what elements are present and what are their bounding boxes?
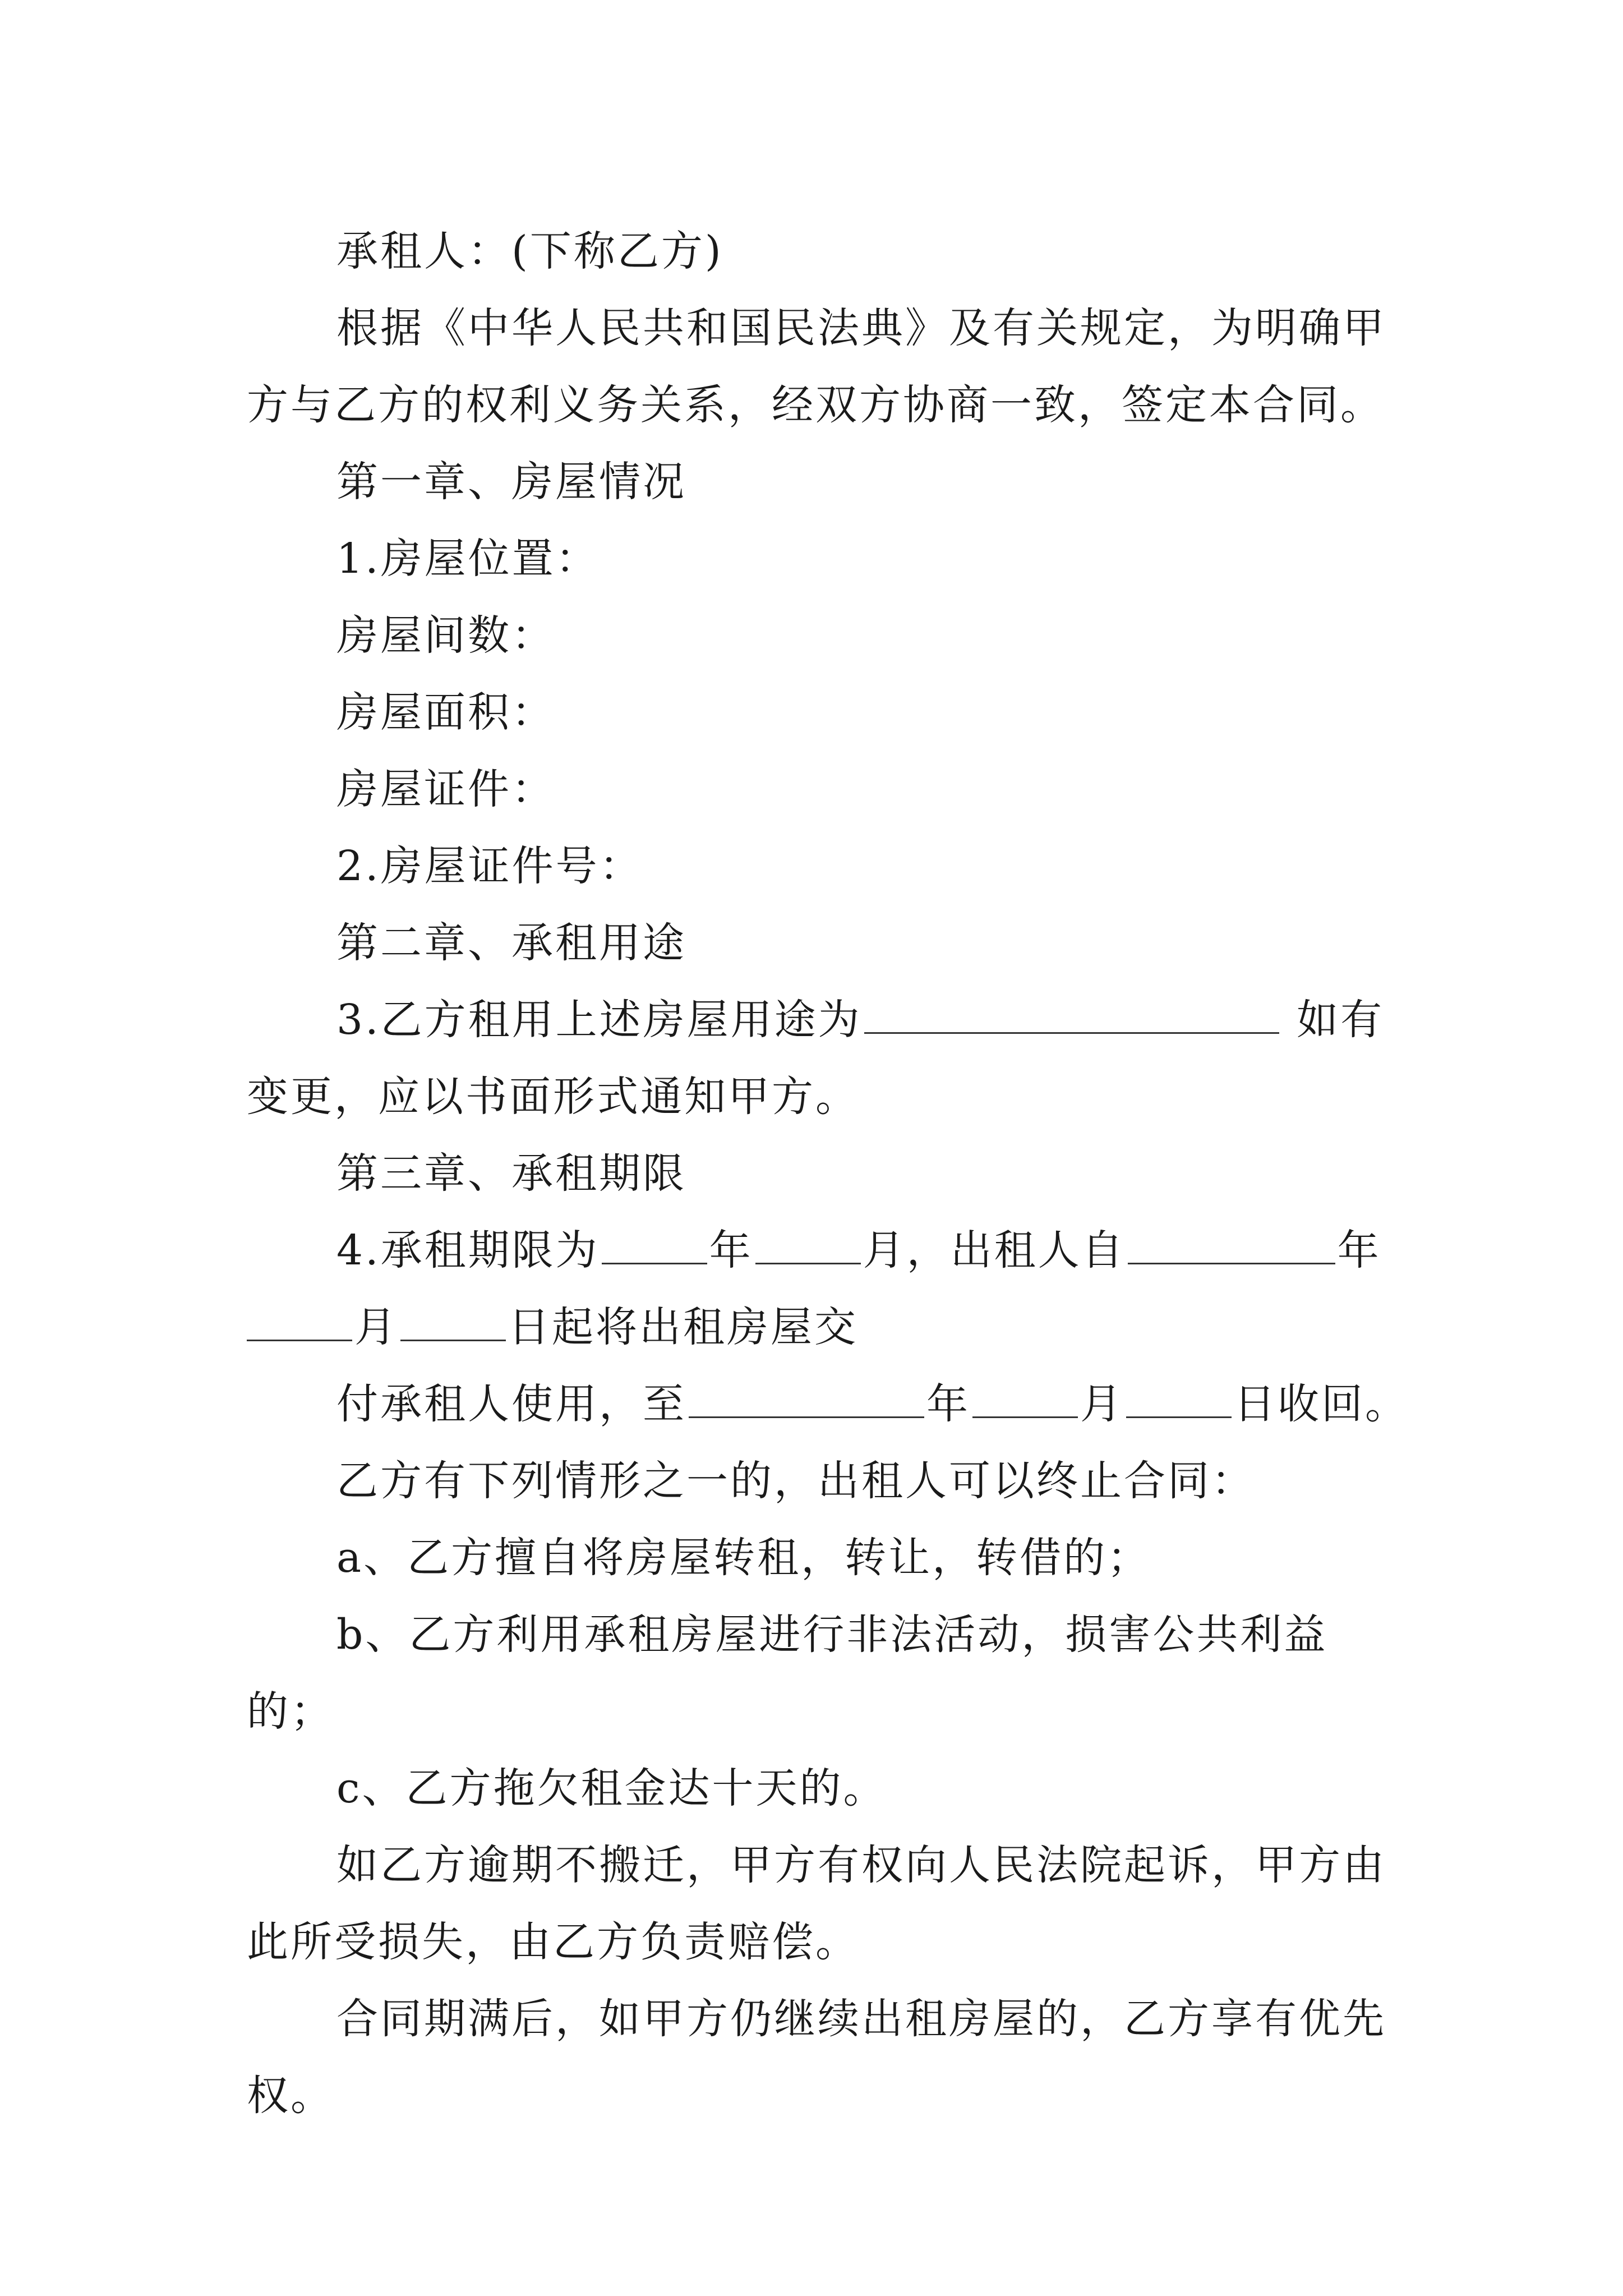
intro-paragraph: 根据《中华人民共和国民法典》及有关规定，为明确甲方与乙方的权利义务关系，经双方协商一致，签定本合同。: [247, 304, 1386, 429]
chapter-2-heading: 第二章、承租用途: [336, 919, 686, 967]
house-area: 房屋面积：: [336, 688, 555, 737]
house-certificate-number: 2.房屋证件号：: [336, 842, 643, 890]
chapter-1-heading: 第一章、房屋情况: [336, 458, 686, 506]
priority-clause: 合同期满后，如甲方仍继续出租房屋的，乙方享有优先权。: [247, 1995, 1386, 2120]
termination-a: a、乙方擅自将房屋转租，转让，转借的；: [336, 1534, 1151, 1582]
house-certificate: 房屋证件：: [336, 765, 555, 813]
return-clause: [247, 1366, 1413, 1443]
term-clause: [247, 1212, 1413, 1366]
start-year-label: 年: [1337, 1226, 1381, 1274]
term-year-label: 年: [709, 1226, 753, 1274]
house-location: 1.房屋位置：: [336, 535, 600, 583]
chapter-3-heading: 第三章、承租期限: [336, 1149, 686, 1198]
end-month-blank: [972, 1379, 1078, 1418]
handover-text: 日起将出租房屋交: [508, 1303, 858, 1351]
termination-b: b、乙方利用承租房屋进行非法活动，损害公共利益的；: [247, 1611, 1328, 1736]
house-rooms: 房屋间数：: [336, 611, 555, 660]
start-day-blank: [400, 1303, 506, 1341]
overdue-clause: 如乙方逾期不搬迁，甲方有权向人民法院起诉，甲方由此所受损失，由乙方负责赔偿。: [247, 1841, 1386, 1966]
term-months-blank: [755, 1226, 861, 1264]
term-years-blank: [602, 1226, 707, 1264]
usage-clause: [247, 982, 1413, 1135]
termination-c: c、乙方拖欠租金达十天的。: [336, 1764, 887, 1812]
usage-blank: [864, 995, 1279, 1034]
contract-body: [247, 213, 1413, 2134]
lessee-line: 承租人：(下称乙方): [336, 227, 723, 275]
usage-prefix: 3.乙方租用上述房屋用途为: [336, 996, 862, 1044]
term-prefix: 4.承租期限为: [336, 1226, 600, 1274]
termination-intro: 乙方有下列情形之一的，出租人可以终止合同：: [336, 1457, 1255, 1505]
end-day-label: 日收回。: [1234, 1380, 1409, 1428]
start-year-blank: [1128, 1226, 1335, 1264]
end-year-blank: [689, 1379, 924, 1418]
start-month-blank: [247, 1303, 352, 1341]
usage-suffix: 如有变更，应以书面形式通知甲方。: [247, 996, 1385, 1121]
start-month-label: 月: [354, 1303, 398, 1351]
term-month-label: 月，出租人自: [863, 1226, 1126, 1274]
end-day-blank: [1126, 1379, 1232, 1418]
return-prefix: 付承租人使用，至: [336, 1380, 686, 1428]
end-month-label: 月: [1080, 1380, 1124, 1428]
end-year-label: 年: [926, 1380, 970, 1428]
